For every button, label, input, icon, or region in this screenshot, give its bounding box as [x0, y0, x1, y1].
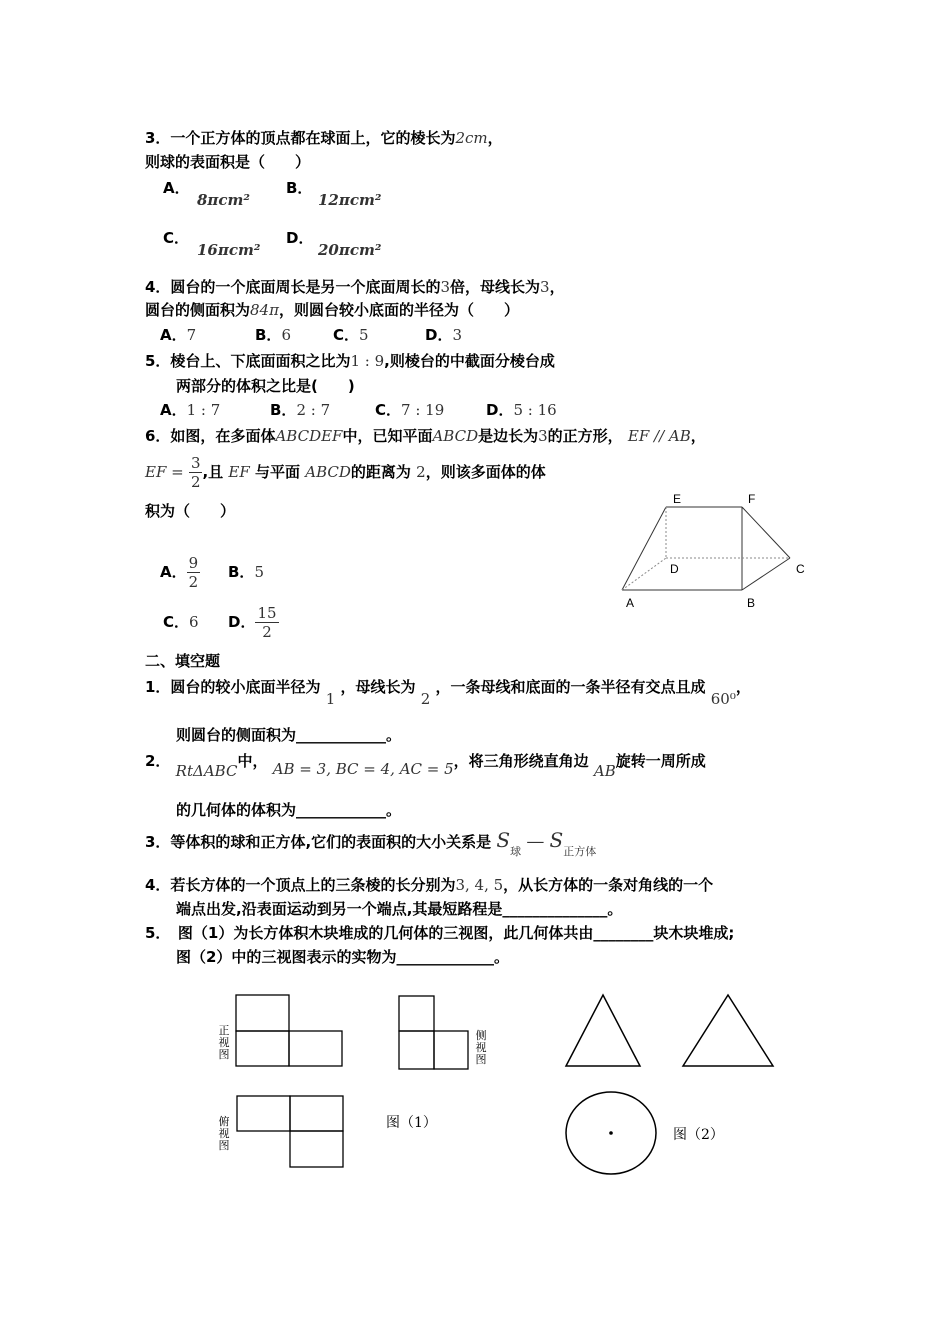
q4-line1: 4．圆台的一个底面周长是另一个底面周长的3倍，母线长为3，	[145, 278, 565, 296]
vertex-label-d: D	[670, 562, 679, 576]
q5-line2: 两部分的体积之比是( )	[176, 377, 355, 395]
q4-option-b: B．6	[255, 326, 291, 344]
q5-option-d: D．5 : 16	[486, 401, 557, 419]
top-view-label: 俯视图	[218, 1115, 230, 1152]
vertex-label-e: E	[673, 492, 682, 506]
q5-option-a: A．1 : 7	[160, 401, 221, 419]
q6-line1: 6．如图，在多面体ABCDEF中，已知平面ABCD是边长为3的正方形， EF // AB，	[145, 427, 706, 445]
f5-line1: 5． 图（1）为长方体积木块堆成的几何体的三视图，此几何体共由________块木块堆成;	[145, 924, 735, 942]
q3-option-c-value: 16πcm²	[197, 241, 261, 259]
front-view-label: 正视图	[218, 1024, 230, 1061]
q5-option-c: C．7 : 19	[375, 401, 445, 419]
vertex-label-a: A	[626, 596, 635, 610]
q4-line2: 圆台的侧面积为84π，则圆台较小底面的半径为（ ）	[145, 301, 519, 319]
f2-line2: 的几何体的体积为____________。	[176, 801, 402, 819]
q3-option-d-value: 20πcm²	[318, 241, 382, 259]
q3-line2: 则球的表面积是（ ）	[145, 153, 311, 171]
q3-option-d: D．	[286, 229, 314, 247]
q5-option-b: B．2 : 7	[270, 401, 331, 419]
q6-line3: 积为（ ）	[145, 502, 236, 520]
f3-line: 3．等体积的球和正方体,它们的表面积的大小关系是 $S_球$ — $S_{正方体}$	[145, 828, 597, 858]
f4-line1: 4．若长方体的一个顶点上的三条棱的长分别为3, 4, 5，从长方体的一条对角线的一个	[145, 876, 714, 894]
f1-line2: 则圆台的侧面积为____________。	[176, 726, 402, 744]
vertex-label-c: C	[796, 562, 805, 576]
q6-option-d: D． $\frac{15}{2}$	[228, 604, 277, 641]
f4-line2: 端点出发,沿表面运动到另一个端点,其最短路程是______________。	[176, 900, 623, 918]
figure-2-caption: 图（2）	[673, 1127, 724, 1143]
q3-option-a: A．	[163, 179, 190, 197]
q3-option-b-value: 12πcm²	[318, 191, 382, 209]
section-title: 二、填空题	[145, 652, 221, 670]
q3-option-c: C．	[163, 229, 190, 247]
f1-line1: 1．圆台的较小底面半径为 1 ，母线长为 2 ，一条母线和底面的一条半径有交点且成 60⁰，	[145, 678, 751, 708]
side-view-label: 侧视图	[475, 1029, 487, 1066]
f5-line2: 图（2）中的三视图表示的实物为_____________。	[176, 948, 509, 966]
q6-line2: EF = $\frac{3}{2}$ ,且 EF 与平面 ABCD的距离为 2，则该多面体的体	[145, 454, 546, 491]
q6-option-c: C．6	[163, 613, 199, 631]
f2-line1: 2． RtΔABC中， AB = 3, BC = 4, AC = 5，将三角形绕直角边 AB旋转一周所成	[145, 752, 706, 780]
q6-option-a: A． $\frac{9}{2}$	[160, 554, 199, 591]
q3-line1: 3．一个正方体的顶点都在球面上，它的棱长为2cm，	[145, 129, 503, 147]
q4-option-c: C．5	[333, 326, 369, 344]
vertex-label-b: B	[747, 596, 756, 610]
q3-option-a-value: 8πcm²	[197, 191, 250, 209]
q3-option-b: B．	[286, 179, 313, 197]
q4-option-d: D．3	[425, 326, 462, 344]
q5-line1: 5．棱台上、下底面面积之比为1 : 9,则棱台的中截面分棱台成	[145, 352, 555, 370]
q4-option-a: A．7	[160, 326, 197, 344]
q6-ef-fraction: $\frac{3}{2}$	[190, 454, 201, 491]
q6-option-b: B．5	[228, 563, 264, 581]
vertex-label-f: F	[748, 492, 756, 506]
figure-1-caption: 图（1）	[386, 1115, 437, 1131]
